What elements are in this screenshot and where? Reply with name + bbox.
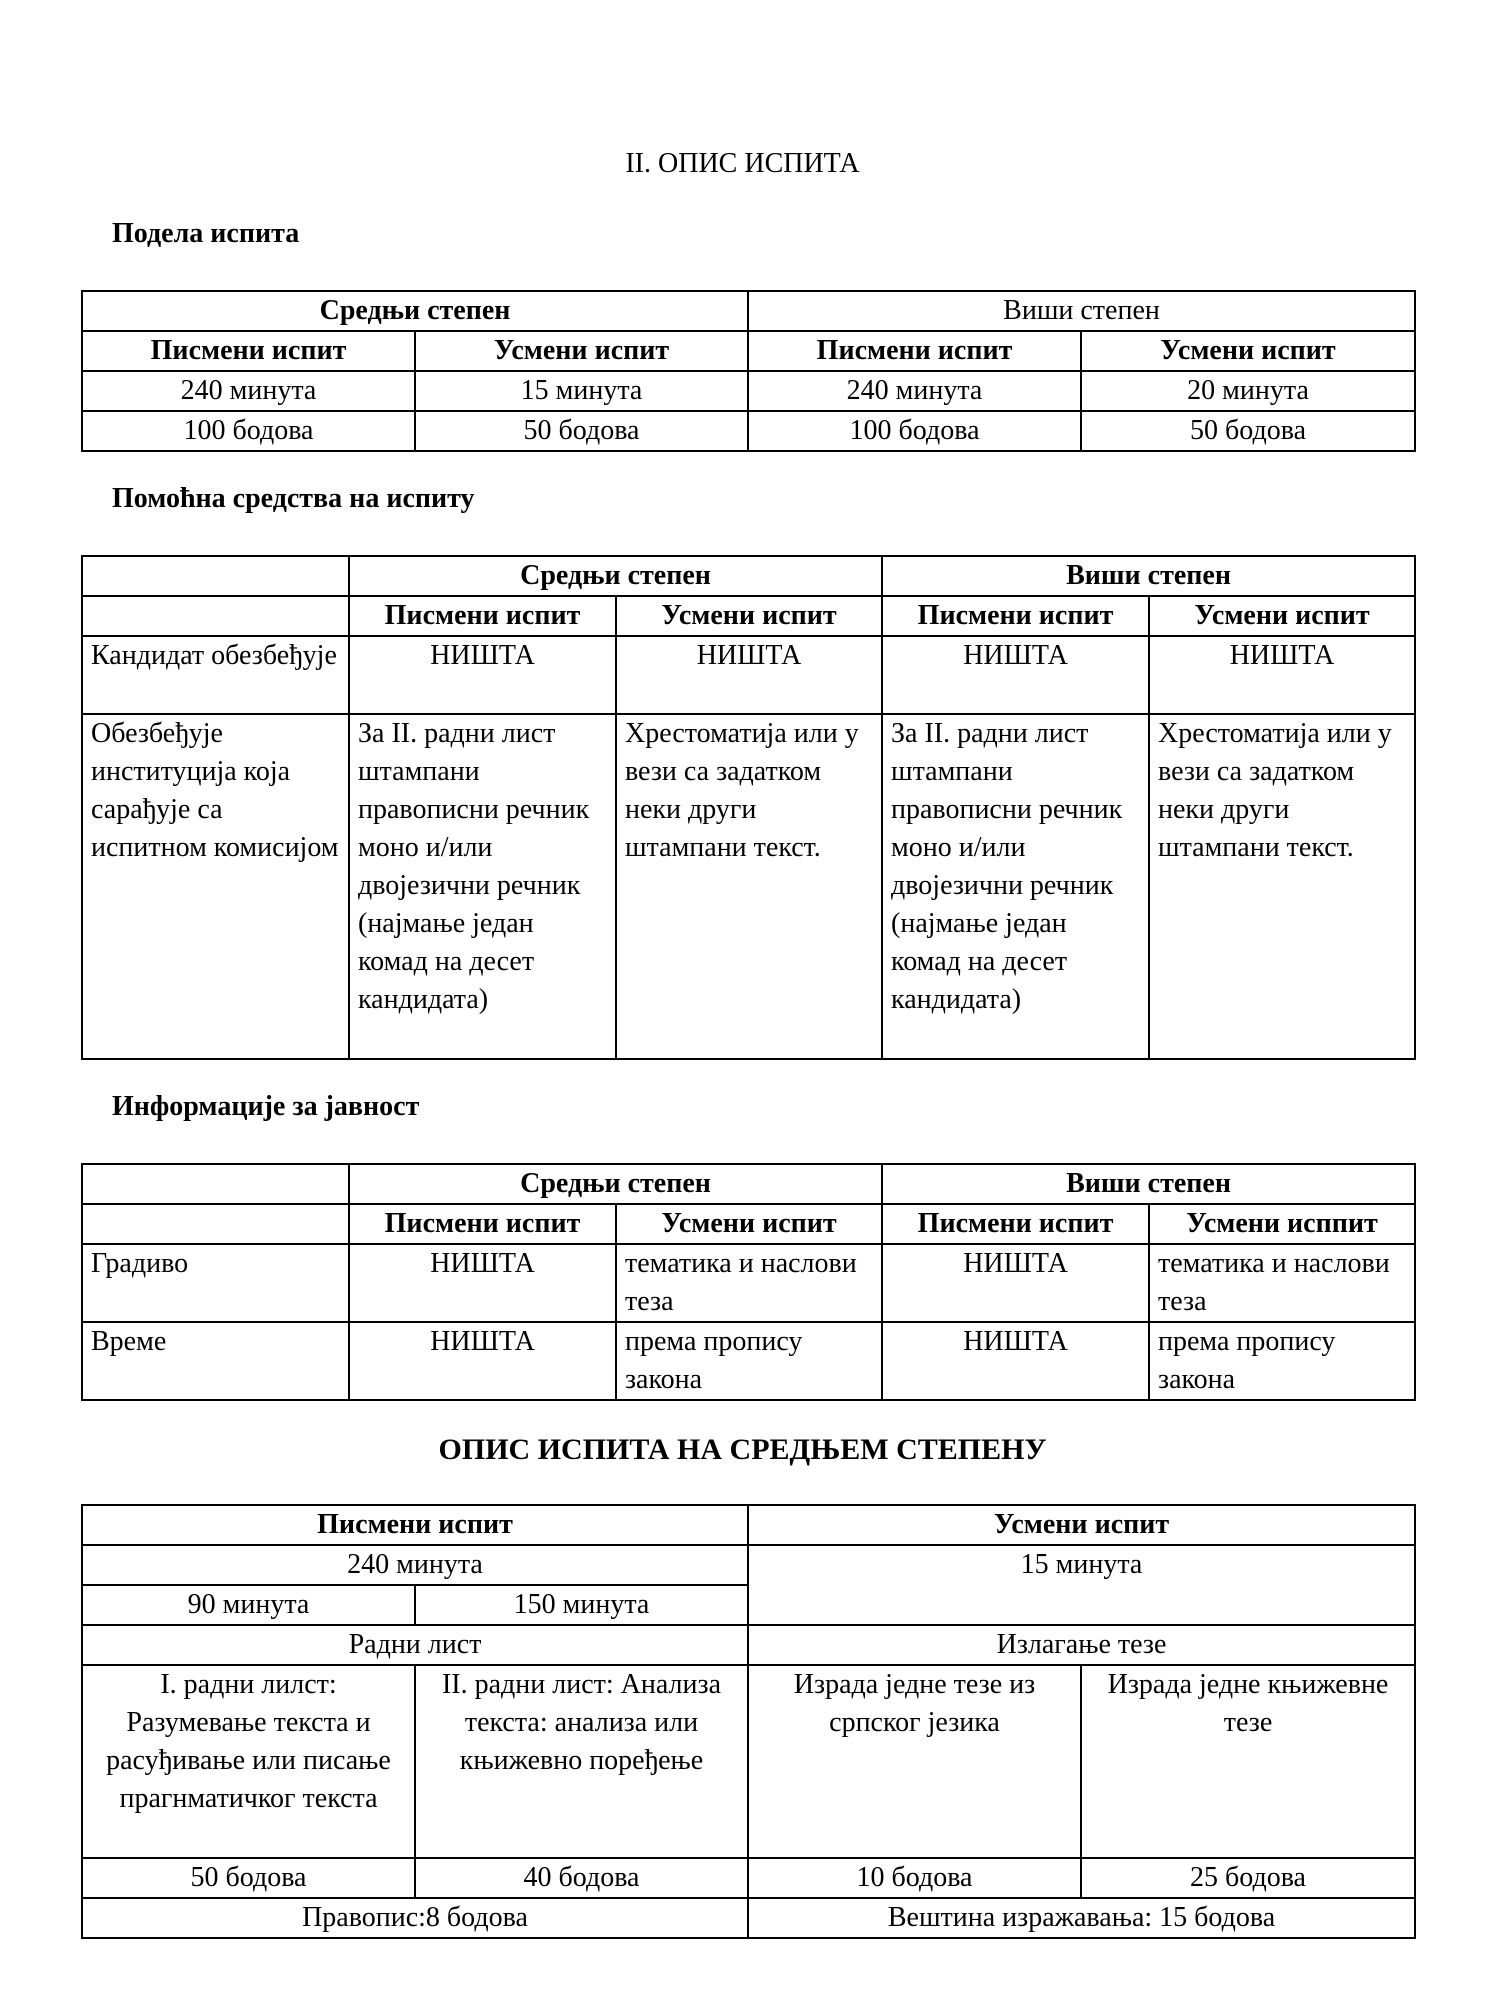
level-high-header: Виши степен	[882, 1164, 1415, 1204]
oral-header: Усмени испит	[616, 1204, 882, 1244]
row-label: Кандидат обезбеђује	[82, 636, 349, 714]
table-row	[82, 1625, 1415, 1665]
row-label: Градиво	[82, 1244, 349, 1322]
division-heading: Подела испита	[112, 218, 300, 249]
info-heading: Информације за јавност	[112, 1091, 420, 1122]
written-header: Писмени испит	[882, 596, 1149, 636]
table-cell: 240 минута	[82, 371, 415, 411]
table-cell: према пропису закона	[616, 1322, 882, 1400]
table-cell: НИШТА	[349, 1244, 616, 1322]
points-cell: 40 бодова	[415, 1858, 748, 1898]
table-cell: 240 минута	[748, 371, 1081, 411]
aids-table	[81, 555, 1416, 1060]
part2-time: 150 минута	[415, 1585, 748, 1625]
table-row	[82, 1505, 1415, 1545]
table-cell: НИШТА	[882, 636, 1149, 714]
mid-exam-table	[81, 1504, 1416, 1939]
oral-header: Усмени испит	[616, 596, 882, 636]
table-cell: 100 бодова	[748, 411, 1081, 451]
aids-heading: Помоћна средства на испиту	[112, 483, 475, 514]
table-row	[82, 596, 1415, 636]
written-time: 240 минута	[82, 1545, 748, 1585]
worksheet-2: II. радни лист: Анализа текста: анализа или књижевно поређење	[415, 1665, 748, 1858]
table-cell: НИШТА	[616, 636, 882, 714]
table-cell: НИШТА	[882, 1322, 1149, 1400]
written-header: Писмени испит	[82, 331, 415, 371]
thesis-2: Израда једне књижевне тезе	[1081, 1665, 1415, 1858]
table-row	[82, 1545, 1415, 1585]
empty-cell	[82, 596, 349, 636]
table-cell: НИШТА	[349, 636, 616, 714]
table-cell: према пропису закона	[1149, 1322, 1415, 1400]
level-mid-header: Средњи степен	[349, 556, 882, 596]
table-row	[82, 1164, 1415, 1204]
written-header: Писмени испит	[349, 1204, 616, 1244]
table-cell: 15 минута	[415, 371, 748, 411]
oral-header: Усмени испит	[1149, 596, 1415, 636]
oral-header: Усмени испит	[1081, 331, 1415, 371]
table-row	[82, 371, 1415, 411]
division-table	[81, 290, 1416, 452]
table-cell: За II. радни лист штампани правописни речник моно и/или двојезични речник (најмање један комад на десет кандидата)	[882, 714, 1149, 1059]
level-mid-header: Средњи степен	[349, 1164, 882, 1204]
points-cell: 10 бодова	[748, 1858, 1081, 1898]
written-header: Писмени испит	[82, 1505, 748, 1545]
thesis-label: Излагање тезе	[748, 1625, 1415, 1665]
table-row	[82, 1898, 1415, 1938]
oral-time: 15 минута	[748, 1545, 1415, 1625]
spelling-points: Правопис:8 бодова	[82, 1898, 748, 1938]
written-header: Писмени испит	[882, 1204, 1149, 1244]
table-row	[82, 1322, 1415, 1400]
table-cell: тематика и наслови теза	[1149, 1244, 1415, 1322]
written-header: Писмени испит	[349, 596, 616, 636]
points-cell: 25 бодова	[1081, 1858, 1415, 1898]
table-row	[82, 411, 1415, 451]
table-row	[82, 714, 1415, 1059]
expression-points: Вештина изражавања: 15 бодова	[748, 1898, 1415, 1938]
table-cell: Хрестоматија или у вези са задатком неки други штампани текст.	[1149, 714, 1415, 1059]
part1-time: 90 минута	[82, 1585, 415, 1625]
table-cell: НИШТА	[1149, 636, 1415, 714]
table-cell: тематика и наслови теза	[616, 1244, 882, 1322]
oral-header: Усмени испит	[415, 331, 748, 371]
table-row	[82, 1665, 1415, 1858]
level-mid-header: Средњи степен	[82, 291, 748, 331]
table-row	[82, 1244, 1415, 1322]
level-high-header: Виши степен	[748, 291, 1415, 331]
thesis-1: Израда једне тезе из српског језика	[748, 1665, 1081, 1858]
row-label: Обезбеђује институција која сарађује са испитном комисијом	[82, 714, 349, 1059]
empty-cell	[82, 1204, 349, 1244]
table-row	[82, 556, 1415, 596]
table-cell: 100 бодова	[82, 411, 415, 451]
table-cell: 20 минута	[1081, 371, 1415, 411]
row-label: Време	[82, 1322, 349, 1400]
table-row	[82, 1204, 1415, 1244]
table-cell: 50 бодова	[1081, 411, 1415, 451]
oral-header: Усмени исппит	[1149, 1204, 1415, 1244]
table-cell: За II. радни лист штампани правописни речник моно и/или двојезични речник (најмање један комад на десет кандидата)	[349, 714, 616, 1059]
table-row	[82, 291, 1415, 331]
page-title: II. ОПИС ИСПИТА	[625, 148, 860, 179]
worksheet-1: I. радни лилст: Разумевање текста и расуђивање или писање прагнматичког текста	[82, 1665, 415, 1858]
info-table	[81, 1163, 1416, 1401]
oral-header: Усмени испит	[748, 1505, 1415, 1545]
empty-cell	[82, 556, 349, 596]
table-cell: 50 бодова	[415, 411, 748, 451]
table-row	[82, 636, 1415, 714]
points-cell: 50 бодова	[82, 1858, 415, 1898]
empty-cell	[82, 1164, 349, 1204]
table-cell: НИШТА	[882, 1244, 1149, 1322]
table-row	[82, 331, 1415, 371]
worksheet-label: Радни лист	[82, 1625, 748, 1665]
level-high-header: Виши степен	[882, 556, 1415, 596]
written-header: Писмени испит	[748, 331, 1081, 371]
table-row	[82, 1858, 1415, 1898]
table-cell: НИШТА	[349, 1322, 616, 1400]
table-cell: Хрестоматија или у вези са задатком неки други штампани текст.	[616, 714, 882, 1059]
mid-exam-heading: ОПИС ИСПИТА НА СРЕДЊЕМ СТЕПЕНУ	[438, 1433, 1047, 1466]
